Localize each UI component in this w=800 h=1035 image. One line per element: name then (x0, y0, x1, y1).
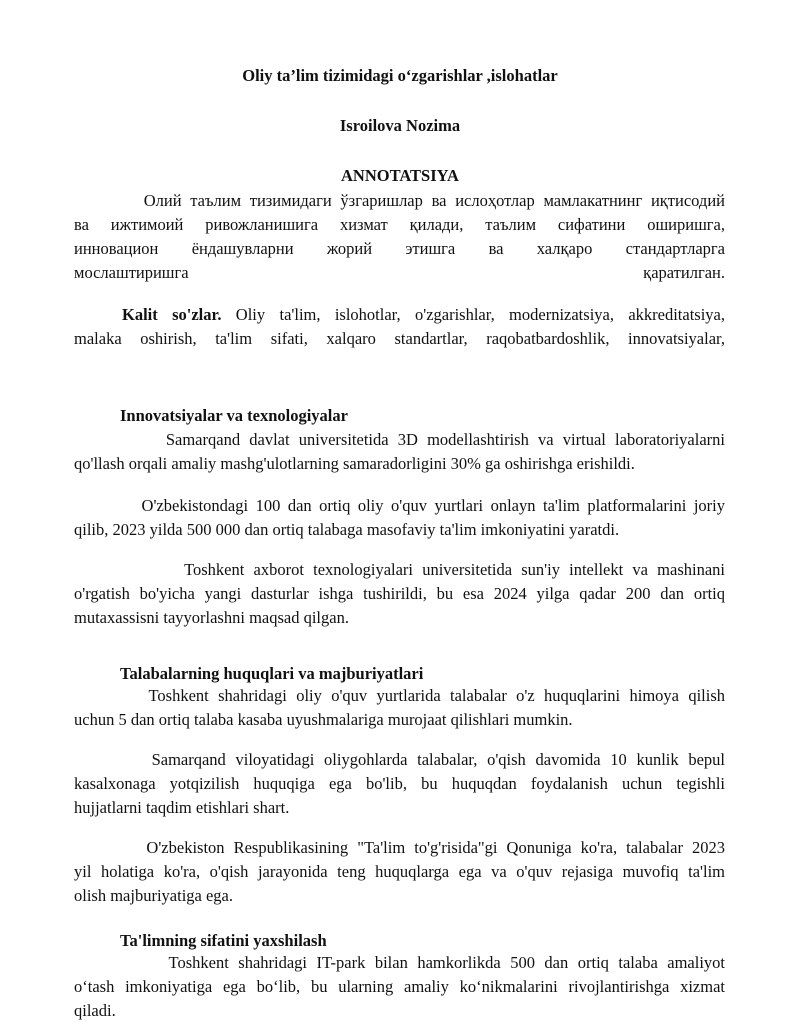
paragraph-line: kasalxonaga yotqizilish huquqiga ega bo'lib, bu huquqdan foydalanish uchun tegishli (74, 774, 725, 793)
section-paragraph (74, 428, 725, 476)
paragraph-line: O'zbekiston Respublikasining "Ta'lim to'g'risida"gi Qonuniga ko'ra, talabalar 2023 (74, 838, 725, 857)
paragraph-line: yil holatiga ko'ra, o'qish jarayonida teng huquqlarga ega va o'quv rejasiga muvofiq ta'lim (74, 862, 725, 881)
abstract-line: ва ижтимоий ривожланишига хизмат қилади, таълим сифатини оширишга, (74, 215, 725, 234)
paragraph-line: Toshkent shahridagi IT-park bilan hamkorlikda 500 dan ortiq talaba amaliyot (74, 953, 725, 972)
abstract-line: Олий таълим тизимидаги ўзгаришлар ва ислоҳотлар мамлакатнинг иқтисодий (74, 191, 725, 210)
paragraph-line: Samarqand davlat universitetida 3D modellashtirish va virtual laboratoriyalarni (74, 430, 725, 449)
keywords-label: Kalit so'zlar. (122, 305, 222, 324)
paragraph-line: O'zbekistondagi 100 dan ortiq oliy o'quv yurtlari onlayn ta'lim platformalarini joriy (74, 496, 725, 515)
section-paragraph (74, 558, 725, 630)
paragraph-line: Toshkent shahridagi oliy o'quv yurtlarida talabalar o'z huquqlarini himoya qilish (74, 686, 725, 705)
author-name: Isroilova Nozima (339, 116, 461, 135)
paragraph-line: qo'llash orqali amaliy mashg'ulotlarning samaradorligini 30% ga oshirishga erishildi. (74, 454, 635, 473)
abstract-heading: ANNOTATSIYA (341, 166, 459, 185)
paragraph-line: Toshkent axborot texnologiyalari universitetida sun'iy intellekt va mashinani (74, 560, 725, 579)
abstract-paragraph (74, 189, 725, 285)
abstract-line: инновацион ёндашувларни жорий этишга ва халқаро стандартларга (74, 239, 725, 258)
keywords-line (74, 303, 725, 327)
document-title: Oliy ta’lim tizimidagi o‘zgarishlar ,islohatlar (242, 66, 558, 85)
keywords-paragraph (74, 303, 725, 351)
section-heading: Innovatsiyalar va texnologiyalar (120, 406, 348, 425)
section-heading: Ta'limning sifatini yaxshilash (120, 931, 327, 950)
paragraph-line: qilib, 2023 yilda 500 000 dan ortiq talabaga masofaviy ta'lim imkoniyatini yaratdi. (74, 520, 620, 539)
paragraph-line: hujjatlarni taqdim etishlari shart. (74, 798, 290, 817)
section-heading: Talabalarning huquqlari va majburiyatlari (120, 664, 424, 683)
paragraph-line: qiladi. (74, 1001, 116, 1020)
paragraph-line: o'rgatish bo'yicha yangi dasturlar ishga tushirildi, bu esa 2024 yilga qadar 200 dan ortiq (74, 584, 725, 603)
paragraph-line: uchun 5 dan ortiq talaba kasaba uyushmalariga murojaat qilishlari mumkin. (74, 710, 573, 729)
section-paragraph (74, 951, 725, 1023)
keywords-text: Oliy ta'lim, islohotlar, o'zgarishlar, modernizatsiya, akkreditatsiya, (221, 305, 725, 324)
section-paragraph (74, 494, 725, 542)
paragraph-line: mutaxassisni tayyorlashni maqsad qilgan. (74, 608, 349, 627)
section-paragraph (74, 836, 725, 908)
keywords-line: malaka oshirish, ta'lim sifati, xalqaro standartlar, raqobatbardoshlik, innovatsiyalar, (74, 329, 725, 348)
section-paragraph (74, 684, 725, 732)
paragraph-line: o‘tash imkoniyatiga ega bo‘lib, bu ularning amaliy ko‘nikmalarini rivojlantirishga xizmat (74, 977, 725, 996)
paragraph-line: olish majburiyatiga ega. (74, 886, 233, 905)
abstract-line: мослаштиришга қаратилган. (74, 263, 725, 282)
section-paragraph (74, 748, 725, 820)
paragraph-line: Samarqand viloyatidagi oliygohlarda talabalar, o'qish davomida 10 kunlik bepul (74, 750, 725, 769)
